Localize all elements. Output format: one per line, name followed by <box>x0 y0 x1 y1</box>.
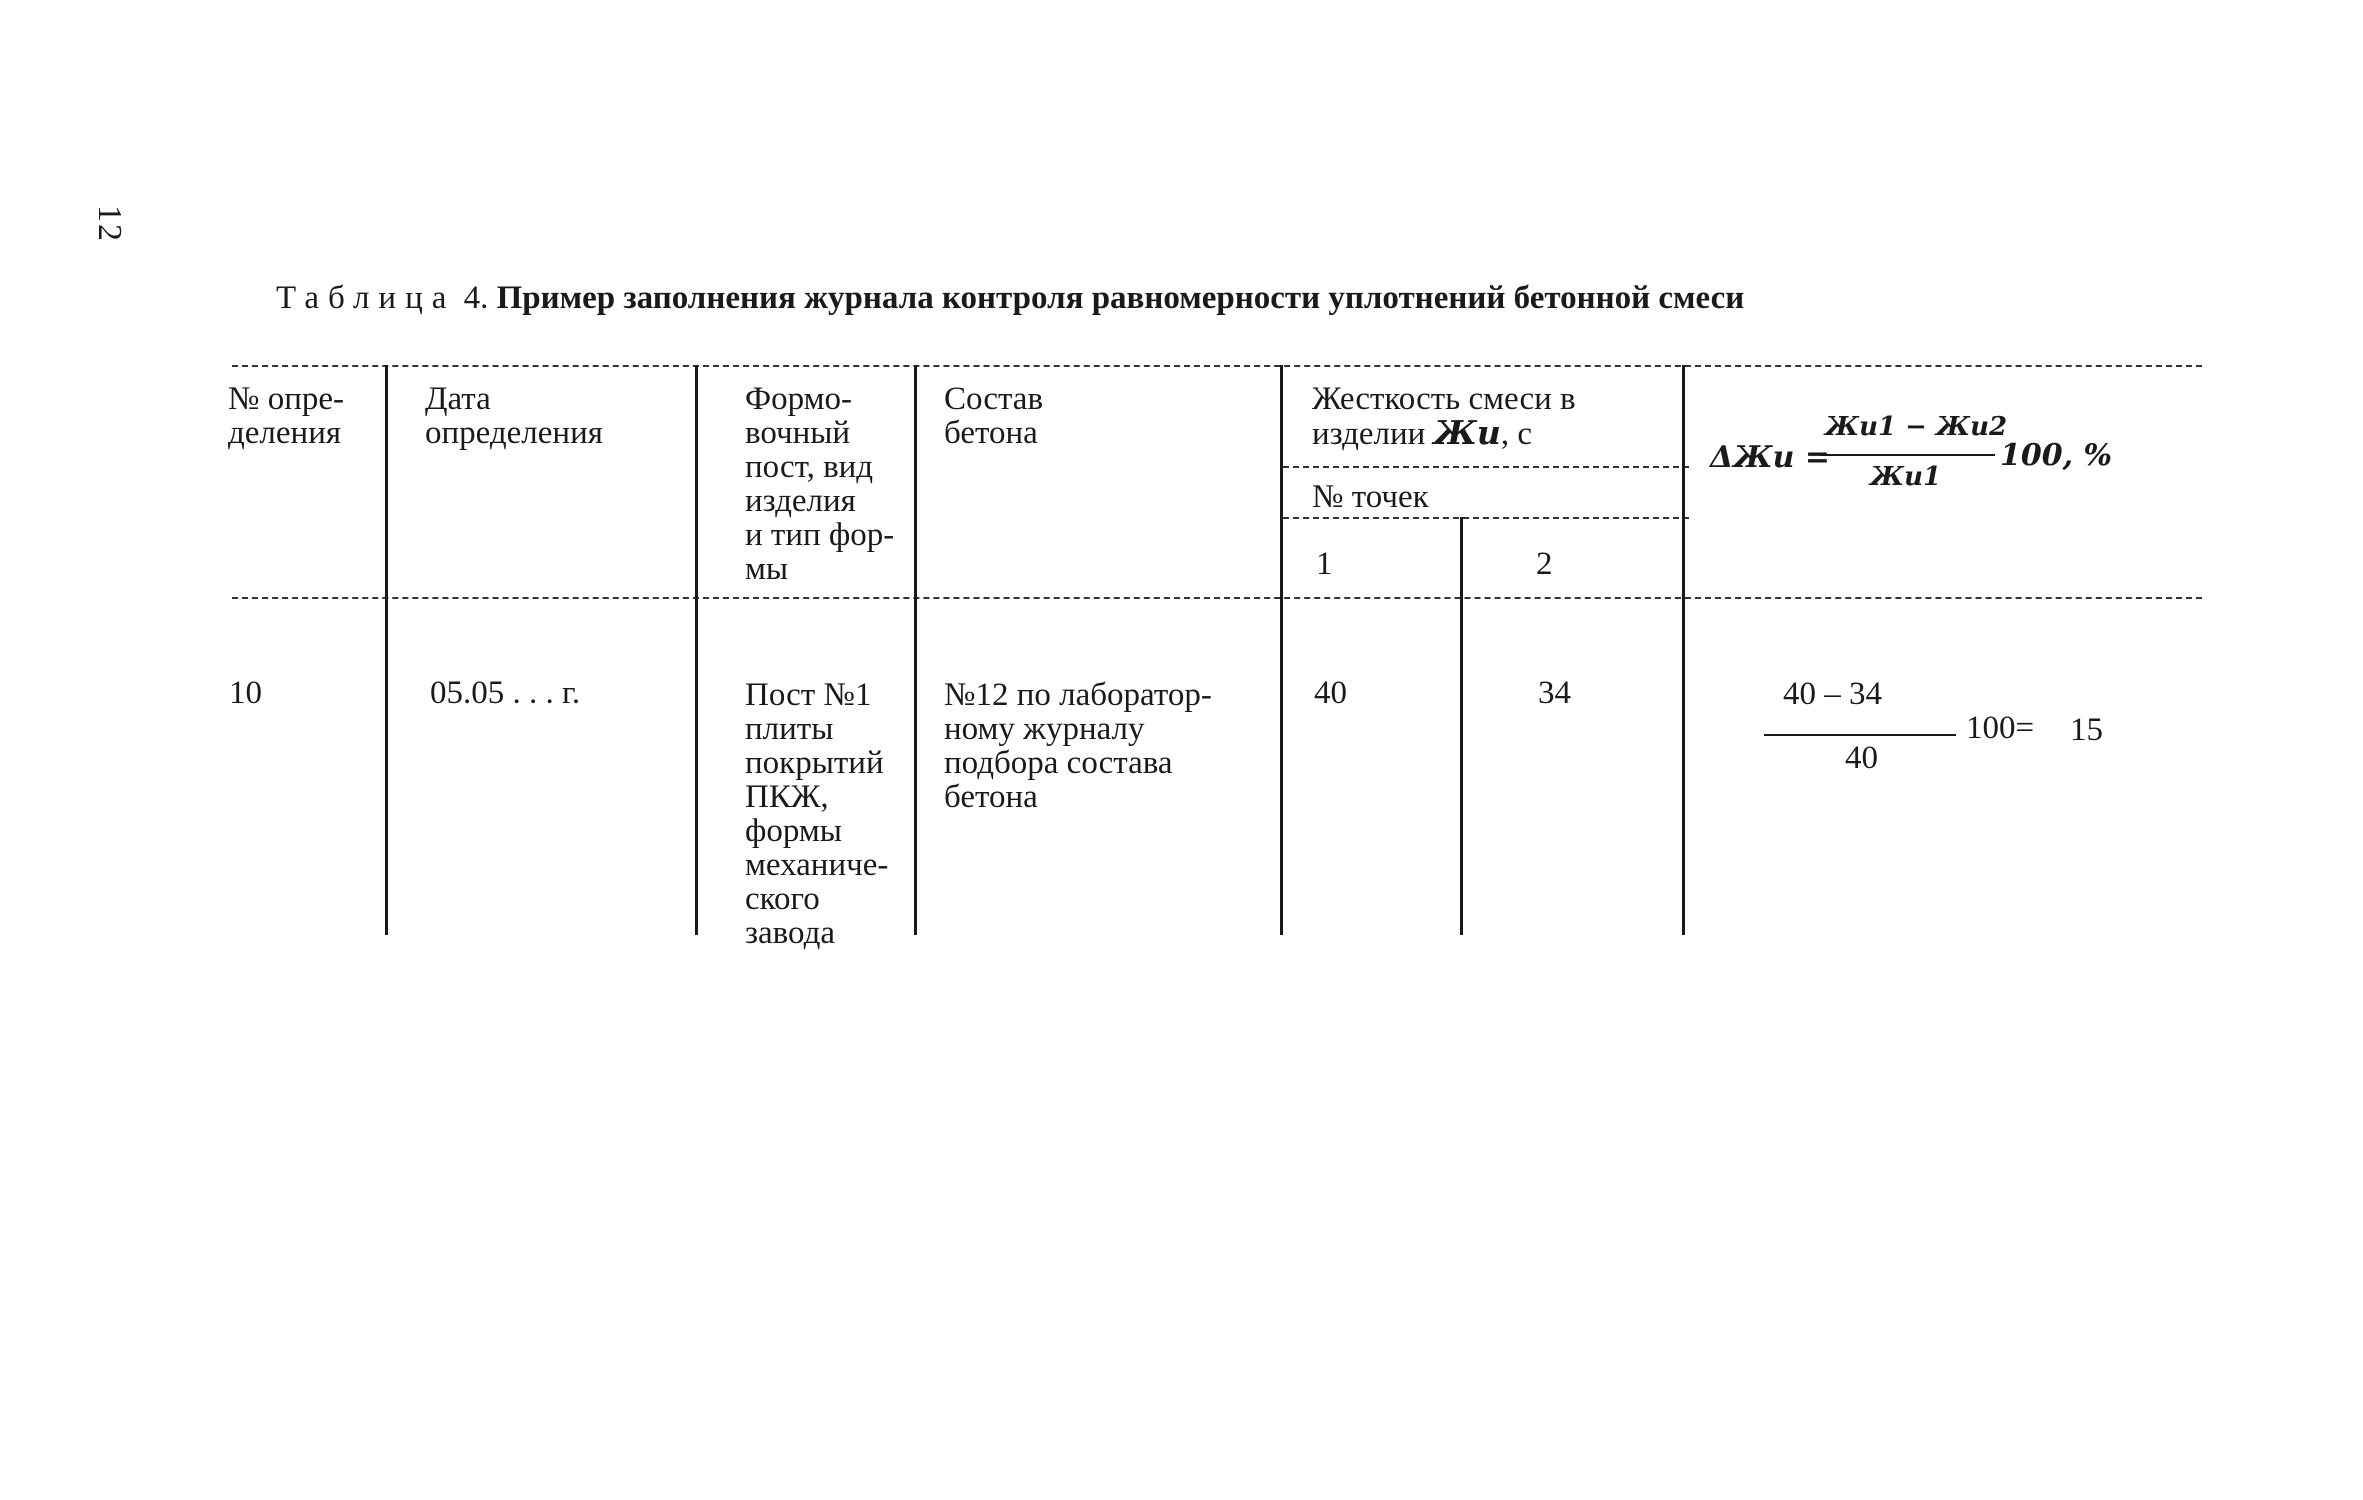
column-divider-4 <box>1280 365 1283 935</box>
header-stiffness-suffix: , с <box>1500 416 1533 452</box>
formula-fraction-line <box>1820 454 1995 456</box>
header-determination-number: № опре- деления <box>228 381 345 451</box>
column-divider-2 <box>695 365 698 935</box>
column-divider-1 <box>385 365 388 935</box>
column-divider-6 <box>1682 365 1685 935</box>
caption-number: 4. <box>463 280 489 316</box>
header-determination-date: Дата определения <box>425 381 603 451</box>
caption-label: Таблица <box>276 280 456 316</box>
header-point-2: 2 <box>1536 546 1553 582</box>
calc-fraction-line <box>1764 734 1956 736</box>
header-forming-post: Формо- вочный пост, вид изделия и тип фор- мы <box>745 381 895 587</box>
header-stiffness-line1: Жесткость смеси в <box>1312 381 1576 417</box>
formula-lhs: ΔЖи = <box>1710 440 1831 475</box>
row-forming-post: Пост №1 плиты покрытий ПКЖ, формы механиче- ского завода <box>745 677 889 951</box>
header-stiffness-prefix: изделии <box>1312 416 1434 452</box>
caption-title: Пример заполнения журнала контроля равномерности уплотнений бетонной смеси <box>496 280 1745 316</box>
row-number: 10 <box>229 675 262 711</box>
header-stiffness <box>1312 382 1576 451</box>
table-top-rule <box>232 365 2202 367</box>
stiffness-deviation-formula <box>1710 408 2130 518</box>
formula-numerator: Жи1 − Жи2 <box>1825 412 2008 442</box>
page-number: 12 <box>91 205 128 243</box>
row-date: 05.05 . . . г. <box>430 675 581 711</box>
calc-numerator: 40 – 34 <box>1783 676 1882 712</box>
row-point-2: 34 <box>1538 675 1571 711</box>
column-divider-5 <box>1460 517 1463 935</box>
header-point-1: 1 <box>1316 546 1333 582</box>
header-concrete-composition: Состав бетона <box>944 381 1044 451</box>
stiffness-symbol: Жи <box>1433 413 1501 452</box>
formula-tail: 100, % <box>2000 438 2113 473</box>
calc-multiplier: 100= <box>1966 710 2035 746</box>
header-points: № точек <box>1312 479 1429 515</box>
formula-denominator: Жи1 <box>1870 462 1942 492</box>
stiffness-header-rule <box>1283 466 1689 468</box>
points-header-rule <box>1283 517 1689 519</box>
calc-result: 15 <box>2070 712 2103 748</box>
calc-denominator: 40 <box>1845 740 1878 776</box>
header-bottom-rule <box>232 597 2202 599</box>
row-point-1: 40 <box>1314 675 1347 711</box>
column-divider-3 <box>914 365 917 935</box>
row-concrete-composition: №12 по лаборатор- ному журналу подбора состава бетона <box>944 677 1212 815</box>
